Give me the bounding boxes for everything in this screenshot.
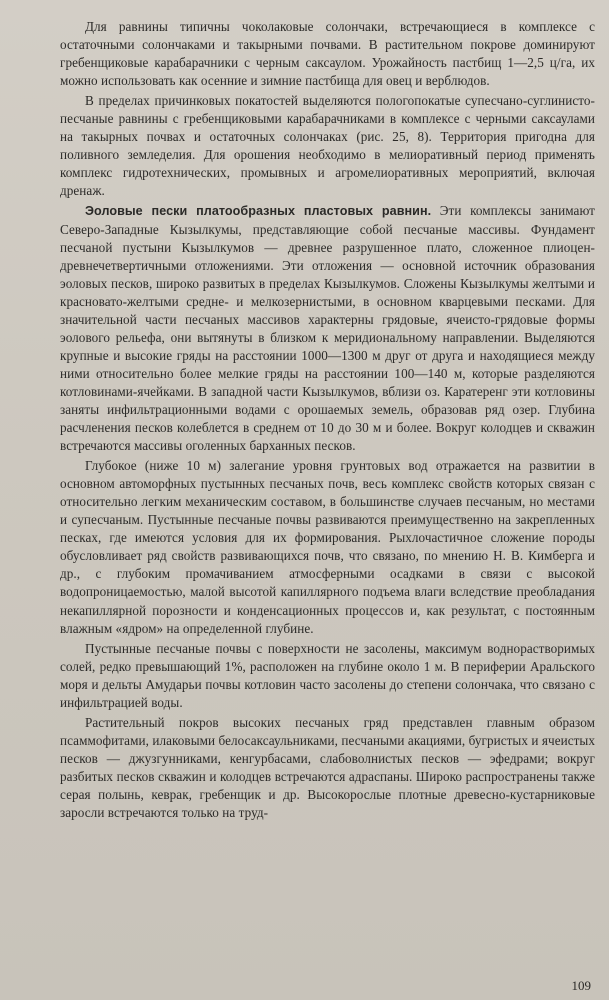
paragraph-4-text: Глубокое (ниже 10 м) залегание уровня грунтовых вод отражается на развитии в основном автоморфных пустынных песчаных почв, весь комплекс свойств которых связан с относительно легким механическим составом, в большинстве случаев песчаным, но местами и супесчаным. Пустынные песчаные почвы развиваются преимущественно на закрепленных песках, где имеются условия для их формирования. Рыхлочастичное сложение породы обусловливает ряд свойств развивающихся почв, что связано, по мнению Н. В. Кимберга и др., с глубоким промачиванием атмосферными осадками в связи с высокой водопроницаемостью, малой высотой капиллярного подъема влаги вследствие преобладания некапиллярной порозности и конденсационных процессов и, как результат, с постоянным влажным «ядром» на определенной глубине.: [60, 458, 595, 636]
paragraph-5-text: Пустынные песчаные почвы с поверхности не засолены, максимум воднорастворимых солей, редко превышающий 1%, расположен на глубине около 1 м. В периферии Аральского моря и дельты Амударьи почвы котловин часто засолены до степени солончака, что связано с инфильтрацией воды.: [60, 640, 595, 710]
page-number: 109: [571, 978, 591, 993]
paragraph-1-text: Для равнины типичны чоколаковые солончаки, встречающиеся в комплексе с остаточными солончаками и такырными почвами. В растительном покрове доминируют гребенщиковые карабарачники с черным саксаулом. Урожайность пастбищ 1—2,5 ц/га, их можно использовать как осенние и зимние пастбища для овец и верблюдов.: [60, 19, 595, 89]
paragraph-3: [60, 202, 595, 455]
paragraph-2-text: В пределах причинковых покатостей выделяются пологопокатые супесчано-суглинисто-песчаные равнины с гребенщиковыми карабарачниками в комплексе с черными саксаулами на такырных почвах и остаточных солончаках (рис. 25, 8). Территория пригодна для поливного земледелия. Для орошения необходимо в мелиоративный период применять комплекс гидротехнических, промывных и агромелиоративных мероприятий, включая дренаж.: [60, 93, 595, 199]
paragraph-6-text: Растительный покров высоких песчаных гряд представлен главным образом псаммофитами, илаковыми белосаксаульниками, песчаными акациями, бугристых и ячеистых песков — джузгунниками, кенгурбасами, слабоволнистых песков — эфедрами; вокруг разбитых песков скважин и колодцев встречаются адраспаны. Широко распространены также серая полынь, кеврак, гребенщик и др. Высокорослые плотные древесно-кустарниковые заросли встречаются только на труд-: [60, 714, 595, 821]
paragraph-3-text: Эти комплексы занимают Северо-Западные Кызылкумы, представляющие собой песчаные массивы. Фундамент песчаной пустыни Кызылкумов — древнее разрушенное плато, сложенное плиоцен-древнечетвертичными отложениями. Эти отложения — основной источник образования эоловых песков, широко развитых в пределах Кызылкумов. Сложены Кызылкумы желтыми и красновато-желтыми средне- и мелкозернистыми, в основном кварцевыми песками. Для значительной части песчаных массивов характерны грядовые, ячеисто-грядовые формы эолового рельефа, они вытянуты в близком к меридиональному направлении. Выделяются крупные и высокие гряды на расстоянии 1000—1300 м друг от друга и находящиеся между ними относительно более мелкие гряды на расстоянии 100—140 м, которые разделяются котловинами-ячейками. В западной части Кызылкумов, вблизи оз. Каратеренг эти котловины заняты инфильтрационными водами с орошаемых земель, образовав ряд озер. Глубина расчленения песков колеблется в среднем от 10 до 30 м и более. Вокруг колодцев и скважин встречаются массивы оголенных барханных песков.: [60, 203, 595, 454]
body-text: [60, 18, 595, 822]
paragraph-2: [60, 92, 595, 200]
paragraph-5: [60, 640, 595, 712]
paragraph-1: [60, 18, 595, 90]
paragraph-6: [60, 714, 595, 822]
paragraph-4: [60, 457, 595, 637]
section-heading-eolian-sands: Эоловые пески платообразных пластовых равнин.: [85, 204, 432, 219]
